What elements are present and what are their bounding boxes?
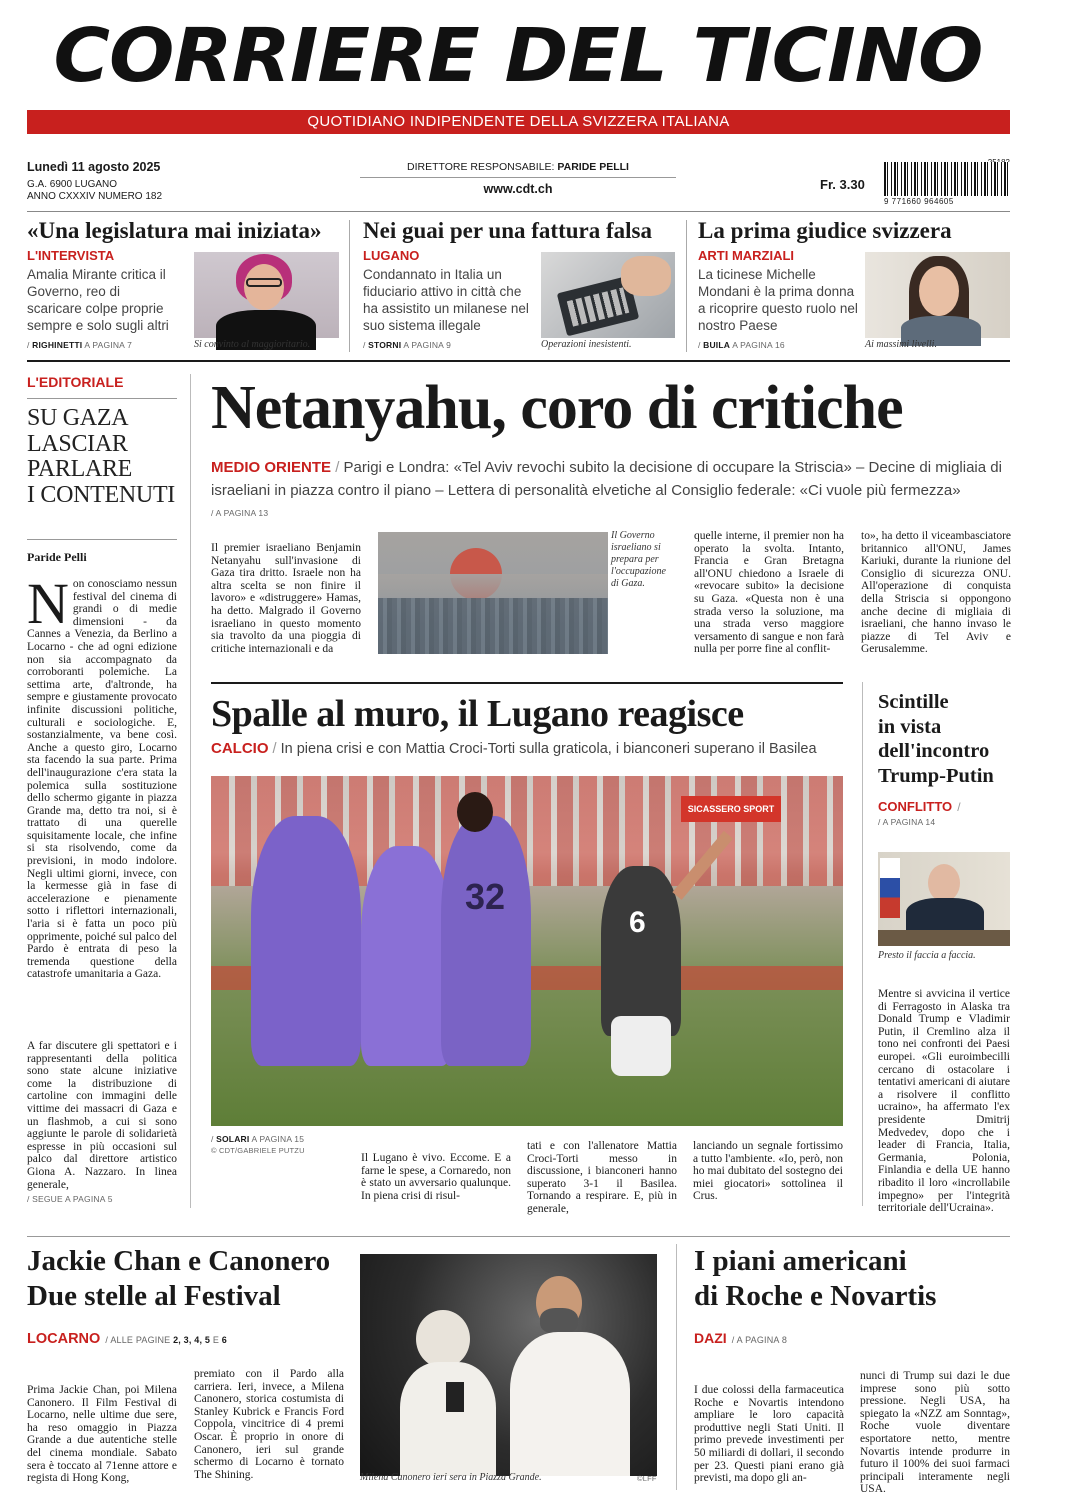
masthead-tagline-bar xyxy=(27,110,1010,134)
trump-body: Mentre si avvicina il vertice di Ferragosto in Alaska tra Donald Trump e Vladimir Putin, il Cremlino alza il tono nei confronti dei Paesi europei. «Gli euroimbecilli cercano di ostacolare i tentativi americani di aiutare a risolvere il conflitto ucraino», ha affermato l'ex presidente Dmitrij Medvedev, dopo che i leader di Francia, Italia, Germania, Polonia, Finlandia e della UE hanno ribadito il loro «incrollabile impegno» per l'integrità territoriale dell'Ucraina». xyxy=(878,988,1010,1215)
person-woman-body xyxy=(400,1362,496,1476)
lead-body-col3: to», ha detto il viceambasciatore britannico all'ONU, James Kariuki, durante la riunione del Consiglio di sicurezza ONU. All'operazione di conquista della Striscia si oppongono anche decine di migliaia di israeliani, che hanno invaso le piazze di Tel Aviv e Gerusalemme. xyxy=(861,530,1011,656)
trump-slash: / xyxy=(957,800,961,814)
lead-story[interactable] xyxy=(211,366,1011,666)
divider xyxy=(686,220,687,352)
festival-ref-and: E xyxy=(212,1335,220,1345)
lead-body-col1: Il premier israeliano Benjamin Netanyahu sull'invasione di Gaza tira dritto. Israele non ha altra scelta se non finire il lavoro» e «distruggere» Hamas, ha detto. Malgrado il Governo israeliano in questo momento sia travolto da una pioggia di critiche internazionali e da xyxy=(211,542,361,655)
divider xyxy=(349,220,350,352)
lead-slash: / xyxy=(335,459,344,476)
director-label: DIRETTORE RESPONSABILE: xyxy=(407,161,555,173)
sport-ref: / SOLARI A PAGINA 15 xyxy=(211,1134,305,1144)
director-name: PARIDE PELLI xyxy=(557,161,629,173)
person-face xyxy=(919,266,959,316)
teaser-kicker: ARTI MARZIALI xyxy=(698,248,795,263)
player-head xyxy=(457,792,493,832)
player-purple-1 xyxy=(251,816,361,1066)
trump-headline-line: dell'incontro xyxy=(878,740,990,762)
director-line xyxy=(360,160,676,178)
teaser-caption: Si convinto al maggioritario. xyxy=(194,339,311,350)
roche-headline xyxy=(694,1244,1010,1314)
sport-photo-credit: © CDT/GABRIELE PUTZU xyxy=(211,1146,305,1155)
teaser-ref-author: BUILA xyxy=(703,340,731,350)
person-body xyxy=(906,898,984,934)
barcode-bars xyxy=(884,162,1010,196)
teaser-title: La prima giudice svizzera xyxy=(698,218,952,243)
festival-body-col2: premiato con il Pardo alla carriera. Ieri, invece, a Milena Canonero, storica costumista di Stanley Kubrick e Francis Ford Coppola, vincitrice di 4 premi Oscar. È proprio in onore di Canonero, ieri sul grande schermo di Locarno è tornato The Shining. xyxy=(194,1368,344,1481)
flag xyxy=(880,858,900,918)
trump-kicker-line xyxy=(878,796,1010,815)
edition-ga: G.A. 6900 LUGANO xyxy=(27,179,118,190)
roche-ref-page: A PAGINA 8 xyxy=(736,1335,788,1345)
lead-headline: Netanyahu, coro di critiche xyxy=(211,374,903,442)
festival-ref: / ALLE PAGINE 2, 3, 4, 5 E 6 xyxy=(105,1335,227,1345)
teaser-ref-author: RIGHINETTI xyxy=(32,340,83,350)
festival-body-col1: Prima Jackie Chan, poi Milena Canonero. Il Film Festival di Locarno, nelle ultime due sere, ha reso omaggio in Piazza Grande a due autentiche stelle del cinema mondiale. Sabato sera è toccato al 71enne attore e regista di Hong Kong, xyxy=(27,1384,177,1485)
trump-headline-line: in vista xyxy=(878,715,942,738)
festival-kicker-line xyxy=(27,1328,227,1347)
roche-body-col1: I due colossi della farmaceutica Roche e Novartis intendono ampliare le loro capacità produttive negli Stati Uniti. Il primo prevede investimenti per 50 miliardi di dollari, il secondo per 23. Questi piani erano già previsti, ma dopo gli an- xyxy=(694,1384,844,1485)
lead-photo-gaza xyxy=(378,532,608,654)
trump-headline-line: Trump-Putin xyxy=(878,764,994,787)
festival-photo-credit: ©LFF xyxy=(637,1474,657,1483)
sport-body-col1: Il Lugano è vivo. Eccome. E a farne le spese, a Cornaredo, non è stato un avversario qualunque. In piena crisi di risul- xyxy=(361,1152,511,1202)
editorial-body-2: A far discutere gli spettatori e i rappresentanti della politica sono state alcune iniziative come la distribuzione di cartoline con immagini delle vittime dei massacri di Gaza e un flashmob, a cui si sono aggiunte le parole di solidarietà espresse in più occasioni sul palco dal direttore artistico Giona A. Nazzaro. In linea generale, xyxy=(27,1040,177,1191)
sport-ref-author: SOLARI xyxy=(216,1134,250,1144)
teaser-caption: Ai massimi livelli. xyxy=(865,339,937,350)
edition-info xyxy=(27,160,277,203)
award-statue xyxy=(446,1382,464,1412)
trump-headline xyxy=(878,690,1010,788)
edition-issue: ANNO CXXXIV NUMERO 182 xyxy=(27,191,163,202)
sport-deck xyxy=(211,740,851,758)
divider xyxy=(190,374,191,1208)
teaser-ref-page: A PAGINA 9 xyxy=(403,340,452,350)
masthead-title: CORRIERE DEL TICINO xyxy=(53,13,983,99)
trump-ref-page: A PAGINA 14 xyxy=(882,817,936,827)
trump-headline-line: Scintille xyxy=(878,691,949,713)
editorial-title xyxy=(27,406,175,508)
lead-deck-text: Parigi e Londra: «Tel Aviv revochi subito la decisione di occupare la Striscia» – Decine di migliaia di israeliani in piazza contro il piano – Lettera di personalità elvetiche al Consiglio federale: «Ci vuole più fermezza» xyxy=(211,459,1002,499)
sport-kicker: CALCIO xyxy=(211,740,269,757)
lead-caption: Il Governo israeliano si prepara per l'occupazione di Gaza. xyxy=(611,530,666,589)
sport-deck-text: In piena crisi e con Mattia Croci-Torti sulla graticola, i bianconeri superano il Basilea xyxy=(280,741,817,757)
teaser-title: «Una legislatura mai iniziata» xyxy=(27,218,322,243)
festival-ref-prefix: ALLE PAGINE xyxy=(110,1335,171,1345)
teaser-kicker: L'INTERVISTA xyxy=(27,248,115,263)
festival-photo-canonero xyxy=(360,1254,657,1476)
roche-story[interactable] xyxy=(694,1244,1010,1494)
teaser-ref: / RIGHINETTI A PAGINA 7 xyxy=(27,340,133,350)
masthead-tagline: QUOTIDIANO INDIPENDENTE DELLA SVIZZERA ITALIANA xyxy=(307,113,730,130)
editorial-title-line: LASCIAR xyxy=(27,430,128,457)
editorial-title-line: SU GAZA xyxy=(27,405,129,431)
editorial xyxy=(27,374,177,1214)
editorial-title-line: I CONTENUTI xyxy=(27,481,176,508)
price: Fr. 3.30 xyxy=(820,177,865,192)
editorial-body-text: on conosciamo nessun festival del cinema di grandi o di medie dimensioni - da Cannes a Venezia, da Berlino a Locarno - che ad ogni edizione non sia accompagnato da corroboranti polemiche. La settima arte, d'altronde, ha sempre e giustamente provocato infinite discussioni politiche, culturali e sociologiche. E, sostanzialmente, va bene così. Anche a questo giro, Locarno sta facendo la sua parte. Prima dell'inaugurazione c'era stata la polemica sulla sostituzione dello schermo gigante in piazza Grande ma, detto tra noi, si è trattato di una querelle squisitamente locale, che infine si sta risolvendo, come da previsioni, in modo indolore. Negli ultimi giorni, invece, con la kermesse già in fase di accelerazione e pienamente sotto i riflettori internazionali, l'aria si è fatta un poco più opprimente, poiché sul palco del Pardo è entrata di peso la tremenda questione della catastrofe umanitaria a Gaza. xyxy=(27,578,177,981)
teaser-ref: / BUILA A PAGINA 16 xyxy=(698,340,785,350)
teaser-photo-mondani xyxy=(865,252,1010,338)
festival-story[interactable] xyxy=(27,1244,657,1494)
player-purple-2 xyxy=(361,846,451,1066)
teaser-interview[interactable] xyxy=(27,216,339,354)
teaser-photo-mirante xyxy=(194,252,339,338)
festival-kicker: LOCARNO xyxy=(27,1331,101,1347)
trump-caption: Presto il faccia a faccia. xyxy=(878,950,976,961)
roche-kicker-line xyxy=(694,1328,787,1347)
edition-date: Lunedì 11 agosto 2025 xyxy=(27,160,161,174)
website-link[interactable]: www.cdt.ch xyxy=(483,182,553,196)
teaser-kicker: LUGANO xyxy=(363,248,420,263)
editorial-author: Paride Pelli xyxy=(27,550,87,564)
festival-caption: Milena Canonero ieri sera in Piazza Grande. xyxy=(360,1472,542,1483)
person-man-beard xyxy=(540,1308,578,1334)
lead-ref: / A PAGINA 13 xyxy=(211,508,269,518)
festival-ref-pages: 2, 3, 4, 5 xyxy=(173,1335,211,1345)
lead-body-col2: quelle interne, il premier non ha operato la svolta. Intanto, Francia e Gran Bretagna all'ONU chiedono a Israele di «revocare subito» la decisione su Gaza. «Questa non è una strada verso la soluzione, ma una strada verso maggiore versamento di sangue e non farà nulla per porre fine al conflit- xyxy=(694,530,844,656)
divider xyxy=(27,398,177,399)
teaser-ref: / STORNI A PAGINA 9 xyxy=(363,340,452,350)
teaser-title: Nei guai per una fattura falsa xyxy=(363,218,652,243)
festival-headline-line: Due stelle al Festival xyxy=(27,1280,281,1312)
teaser-photo-calculator xyxy=(541,252,675,338)
player-purple-3 xyxy=(441,816,531,1066)
roche-kicker: DAZI xyxy=(694,1330,727,1346)
trump-putin-story[interactable] xyxy=(878,690,1010,1215)
sport-slash: / xyxy=(272,741,281,757)
person-face xyxy=(244,264,284,310)
director-block xyxy=(360,160,676,198)
trump-kicker: CONFLITTO xyxy=(878,799,953,814)
banner xyxy=(681,796,781,822)
jersey-number: 32 xyxy=(465,876,506,917)
divider xyxy=(676,1244,677,1490)
divider xyxy=(27,360,1010,362)
divider xyxy=(862,682,863,1206)
barcode-bottom-number: 9 771660 964605 xyxy=(884,197,954,206)
teaser-ref-page: A PAGINA 16 xyxy=(732,340,785,350)
jersey-number: 6 xyxy=(629,906,646,939)
teaser-lugano[interactable] xyxy=(363,216,675,354)
sport-story[interactable] xyxy=(211,686,843,1215)
editorial-kicker: L'EDITORIALE xyxy=(27,374,124,390)
sport-ref-page: A PAGINA 15 xyxy=(251,1134,305,1144)
lead-kicker: MEDIO ORIENTE xyxy=(211,459,332,476)
desk xyxy=(878,930,1010,946)
lead-deck xyxy=(211,456,1011,502)
sport-headline: Spalle al muro, il Lugano reagisce xyxy=(211,693,744,735)
player-white xyxy=(601,866,681,1036)
skyline xyxy=(378,598,608,654)
editorial-title-line: PARLARE xyxy=(27,456,133,482)
person-man-body xyxy=(510,1332,630,1476)
lead-ref-page: A PAGINA 13 xyxy=(215,508,269,518)
person-woman-hair xyxy=(416,1310,470,1368)
roche-ref: / A PAGINA 8 xyxy=(731,1335,788,1345)
person-glasses xyxy=(246,278,282,287)
roche-body-col2: nunci di Trump sui dazi le due imprese sono più sotto pressione. Negli USA, ha spiegato la «NZZ am Sonntag», Roche vuole diventare esportatore netto, mentre Novartis intende produrre in futuro il 100% dei suoi farmaci principali interamente negli USA. xyxy=(860,1370,1010,1496)
divider xyxy=(27,539,177,540)
teaser-text: Condannato in Italia un fiduciario attivo in città che ha assistito un milanese nel suo sistema illegale xyxy=(363,267,529,333)
hand xyxy=(621,256,671,296)
player-white-shorts xyxy=(611,1016,671,1076)
teaser-text: Amalia Mirante critica il Governo, reo di scaricare colpe proprie sempre e solo sugli altri xyxy=(27,267,169,333)
roche-headline-line: di Roche e Novartis xyxy=(694,1280,937,1312)
trump-photo-putin xyxy=(878,852,1010,946)
divider xyxy=(27,1236,1010,1237)
teaser-ref-author: STORNI xyxy=(368,340,402,350)
person-head xyxy=(928,864,960,902)
divider xyxy=(211,682,843,684)
editorial-body xyxy=(27,571,177,1028)
sport-body-col3: lanciando un segnale fortissimo a tutto l'ambiente. «Io, però, non ho mai dubitato del sostegno dei miei giocatori» sottolinea il Crus. xyxy=(693,1140,843,1203)
teaser-caption: Operazioni inesistenti. xyxy=(541,339,632,350)
divider xyxy=(27,211,1010,212)
teaser-text: La ticinese Michelle Mondani è la prima donna a ricoprire questo ruolo nel nostro Paese xyxy=(698,267,858,333)
trump-ref: / A PAGINA 14 xyxy=(878,817,936,827)
roche-headline-line: I piani americani xyxy=(694,1245,907,1277)
festival-headline-line: Jackie Chan e Canonero xyxy=(27,1245,331,1277)
teaser-ref-page: A PAGINA 7 xyxy=(84,340,133,350)
teaser-martial-arts[interactable] xyxy=(698,216,1010,354)
sport-body-col2: tati e con l'allenatore Mattia Croci-Torti messo in discussione, i bianconeri hanno superato 3-1 il Basilea. Tornando a respirare. E, più in generale, xyxy=(527,1140,677,1215)
editorial-dropcap: N xyxy=(27,571,69,636)
sport-photo-lugano xyxy=(211,776,843,1126)
banner-text: SICASSERO SPORT xyxy=(687,804,775,814)
editorial-ref[interactable]: / SEGUE A PAGINA 5 xyxy=(27,1194,113,1204)
masthead xyxy=(26,6,1010,106)
festival-ref-last: 6 xyxy=(221,1335,227,1345)
barcode xyxy=(884,158,1010,208)
